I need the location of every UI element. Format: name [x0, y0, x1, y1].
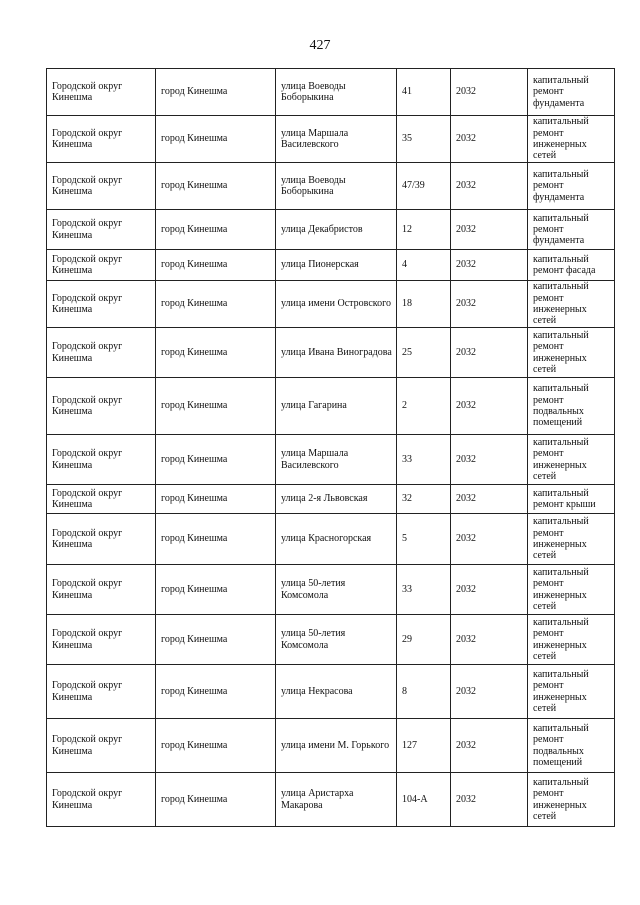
cell-district: Городской округ Кинешма [47, 773, 156, 827]
cell-street: улица Пионерская [276, 250, 397, 281]
cell-house-number: 104-А [397, 773, 451, 827]
cell-street: улица 2-я Львовская [276, 485, 397, 514]
cell-house-number: 4 [397, 250, 451, 281]
cell-street: улица имени Островского [276, 281, 397, 328]
cell-street: улица Некрасова [276, 665, 397, 719]
cell-house-number: 25 [397, 328, 451, 378]
table-row [47, 163, 615, 210]
cell-district: Городской округ Кинешма [47, 250, 156, 281]
cell-work-type: капитальный ремонт инженерных сетей [528, 773, 615, 827]
cell-house-number: 12 [397, 210, 451, 250]
cell-work-type: капитальный ремонт инженерных сетей [528, 435, 615, 485]
table-row [47, 328, 615, 378]
cell-year: 2032 [451, 210, 528, 250]
table-row [47, 69, 615, 116]
cell-district: Городской округ Кинешма [47, 116, 156, 163]
cell-house-number: 127 [397, 719, 451, 773]
cell-street: улица Воеводы Боборыкина [276, 163, 397, 210]
cell-city: город Кинешма [156, 773, 276, 827]
cell-work-type: капитальный ремонт инженерных сетей [528, 665, 615, 719]
cell-district: Городской округ Кинешма [47, 163, 156, 210]
cell-street: улица Аристарха Макарова [276, 773, 397, 827]
table-row [47, 565, 615, 615]
cell-street: улица Гагарина [276, 378, 397, 435]
cell-district: Городской округ Кинешма [47, 210, 156, 250]
cell-district: Городской округ Кинешма [47, 485, 156, 514]
table-row [47, 485, 615, 514]
cell-city: город Кинешма [156, 485, 276, 514]
cell-district: Городской округ Кинешма [47, 565, 156, 615]
cell-work-type: капитальный ремонт инженерных сетей [528, 615, 615, 665]
cell-district: Городской округ Кинешма [47, 615, 156, 665]
cell-street: улица имени М. Горького [276, 719, 397, 773]
cell-street: улица 50-летия Комсомола [276, 615, 397, 665]
cell-house-number: 33 [397, 435, 451, 485]
table-row [47, 719, 615, 773]
cell-district: Городской округ Кинешма [47, 328, 156, 378]
cell-city: город Кинешма [156, 719, 276, 773]
cell-street: улица Декабристов [276, 210, 397, 250]
cell-house-number: 32 [397, 485, 451, 514]
cell-district: Городской округ Кинешма [47, 435, 156, 485]
cell-work-type: капитальный ремонт фундамента [528, 69, 615, 116]
cell-year: 2032 [451, 116, 528, 163]
cell-work-type: капитальный ремонт инженерных сетей [528, 565, 615, 615]
cell-street: улица Ивана Виноградова [276, 328, 397, 378]
table-row [47, 281, 615, 328]
cell-work-type: капитальный ремонт подвальных помещений [528, 719, 615, 773]
table-row [47, 435, 615, 485]
cell-street: улица Красногорская [276, 514, 397, 565]
cell-year: 2032 [451, 69, 528, 116]
cell-city: город Кинешма [156, 328, 276, 378]
cell-city: город Кинешма [156, 565, 276, 615]
cell-city: город Кинешма [156, 210, 276, 250]
table-row [47, 615, 615, 665]
cell-house-number: 41 [397, 69, 451, 116]
cell-house-number: 35 [397, 116, 451, 163]
cell-year: 2032 [451, 163, 528, 210]
cell-house-number: 47/39 [397, 163, 451, 210]
table-row [47, 514, 615, 565]
cell-work-type: капитальный ремонт фасада [528, 250, 615, 281]
cell-work-type: капитальный ремонт инженерных сетей [528, 281, 615, 328]
cell-year: 2032 [451, 328, 528, 378]
cell-work-type: капитальный ремонт инженерных сетей [528, 116, 615, 163]
table-row [47, 250, 615, 281]
page-number: 427 [309, 38, 331, 53]
cell-city: город Кинешма [156, 116, 276, 163]
table-body [47, 69, 615, 827]
cell-city: город Кинешма [156, 281, 276, 328]
cell-work-type: капитальный ремонт подвальных помещений [528, 378, 615, 435]
cell-year: 2032 [451, 378, 528, 435]
table-row [47, 773, 615, 827]
cell-house-number: 2 [397, 378, 451, 435]
repair-schedule-table [46, 68, 615, 827]
cell-city: город Кинешма [156, 665, 276, 719]
cell-street: улица Маршала Василевского [276, 116, 397, 163]
cell-city: город Кинешма [156, 435, 276, 485]
cell-city: город Кинешма [156, 163, 276, 210]
cell-year: 2032 [451, 565, 528, 615]
cell-work-type: капитальный ремонт фундамента [528, 163, 615, 210]
cell-work-type: капитальный ремонт инженерных сетей [528, 328, 615, 378]
cell-house-number: 33 [397, 565, 451, 615]
cell-city: город Кинешма [156, 250, 276, 281]
cell-year: 2032 [451, 485, 528, 514]
cell-work-type: капитальный ремонт фундамента [528, 210, 615, 250]
cell-district: Городской округ Кинешма [47, 69, 156, 116]
cell-year: 2032 [451, 281, 528, 328]
table-row [47, 210, 615, 250]
cell-city: город Кинешма [156, 615, 276, 665]
table-row [47, 378, 615, 435]
cell-district: Городской округ Кинешма [47, 719, 156, 773]
cell-house-number: 8 [397, 665, 451, 719]
cell-year: 2032 [451, 514, 528, 565]
table-row [47, 116, 615, 163]
cell-district: Городской округ Кинешма [47, 281, 156, 328]
cell-year: 2032 [451, 665, 528, 719]
cell-work-type: капитальный ремонт крыши [528, 485, 615, 514]
cell-district: Городской округ Кинешма [47, 514, 156, 565]
table-row [47, 665, 615, 719]
cell-district: Городской округ Кинешма [47, 378, 156, 435]
cell-city: город Кинешма [156, 69, 276, 116]
cell-house-number: 5 [397, 514, 451, 565]
cell-house-number: 18 [397, 281, 451, 328]
cell-street: улица Маршала Василевского [276, 435, 397, 485]
cell-year: 2032 [451, 615, 528, 665]
cell-street: улица 50-летия Комсомола [276, 565, 397, 615]
cell-year: 2032 [451, 435, 528, 485]
cell-work-type: капитальный ремонт инженерных сетей [528, 514, 615, 565]
cell-street: улица Воеводы Боборыкина [276, 69, 397, 116]
cell-house-number: 29 [397, 615, 451, 665]
cell-district: Городской округ Кинешма [47, 665, 156, 719]
cell-city: город Кинешма [156, 514, 276, 565]
cell-year: 2032 [451, 773, 528, 827]
cell-year: 2032 [451, 250, 528, 281]
cell-city: город Кинешма [156, 378, 276, 435]
cell-year: 2032 [451, 719, 528, 773]
